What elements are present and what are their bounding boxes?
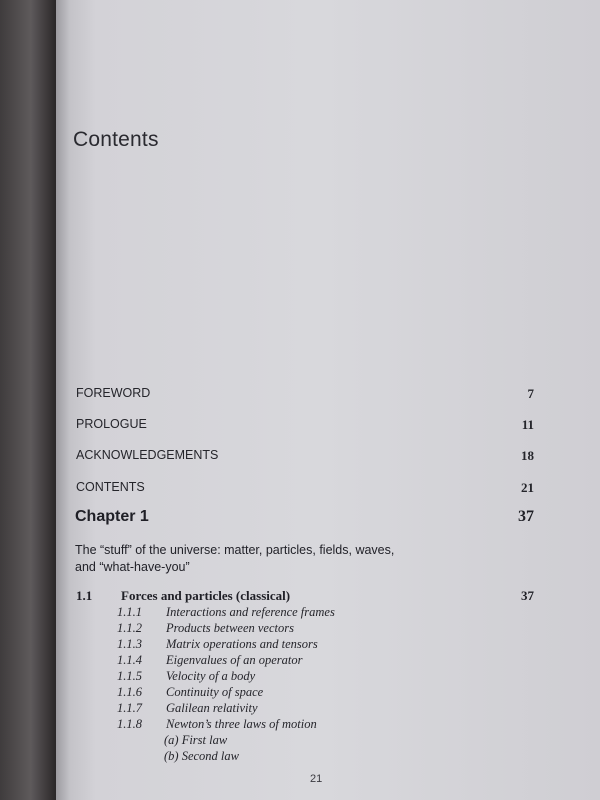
subsection-label: Galilean relativity [166, 701, 258, 715]
subsection-number: 1.1.2 [117, 621, 142, 635]
subsection-number: 1.1.6 [117, 685, 142, 699]
toc-entry-acknowledgements [76, 448, 534, 462]
subsection-number: 1.1.3 [117, 637, 142, 651]
chapter-label: Chapter 1 [75, 508, 149, 525]
chapter-title-line: and “what-have-you” [75, 560, 190, 574]
subsection-label: Interactions and reference frames [166, 605, 335, 619]
toc-entry-label: ACKNOWLEDGEMENTS [76, 448, 219, 462]
subsection-number: 1.1.1 [117, 605, 142, 619]
subsection-label: Newton’s three laws of motion [166, 717, 317, 731]
toc-entry-page: 21 [521, 480, 534, 495]
subsubsection-entry: (b) Second law [164, 749, 239, 763]
chapter-heading [75, 508, 534, 526]
book-page [56, 0, 600, 800]
subsection-number: 1.1.8 [117, 717, 142, 731]
toc-entry-page: 18 [521, 448, 534, 463]
subsection-label: Matrix operations and tensors [166, 637, 318, 651]
subsection-label: Eigenvalues of an operator [166, 653, 303, 667]
chapter-title [75, 542, 435, 576]
section-label: Forces and particles (classical) [121, 588, 291, 603]
subsubsection-entry: (a) First law [164, 733, 228, 747]
subsection-label: Velocity of a body [166, 669, 256, 683]
toc-entry-contents [76, 480, 534, 494]
subsection-number: 1.1.4 [117, 653, 142, 667]
page-number: 21 [310, 773, 323, 785]
section-number: 1.1 [76, 588, 93, 603]
subsection-label: Products between vectors [166, 621, 294, 635]
toc-entry-page: 11 [521, 417, 534, 432]
toc-entry-foreword [76, 386, 534, 400]
chapter-page: 37 [518, 508, 534, 525]
toc-entry-page: 7 [527, 386, 534, 401]
chapter-title-line: The “stuff” of the universe: matter, particles, fields, waves, [75, 543, 395, 557]
toc-entry-label: PROLOGUE [76, 417, 147, 431]
toc-entry-label: CONTENTS [76, 480, 145, 494]
subsection-label: Continuity of space [166, 685, 264, 699]
page-title: Contents [73, 128, 159, 151]
book-spine-shadow [0, 0, 56, 800]
toc-entry-label: FOREWORD [76, 386, 151, 400]
subsection-number: 1.1.5 [117, 669, 142, 683]
section-page: 37 [521, 588, 534, 603]
subsection-number: 1.1.7 [117, 701, 142, 715]
toc-entry-prologue [76, 417, 534, 431]
